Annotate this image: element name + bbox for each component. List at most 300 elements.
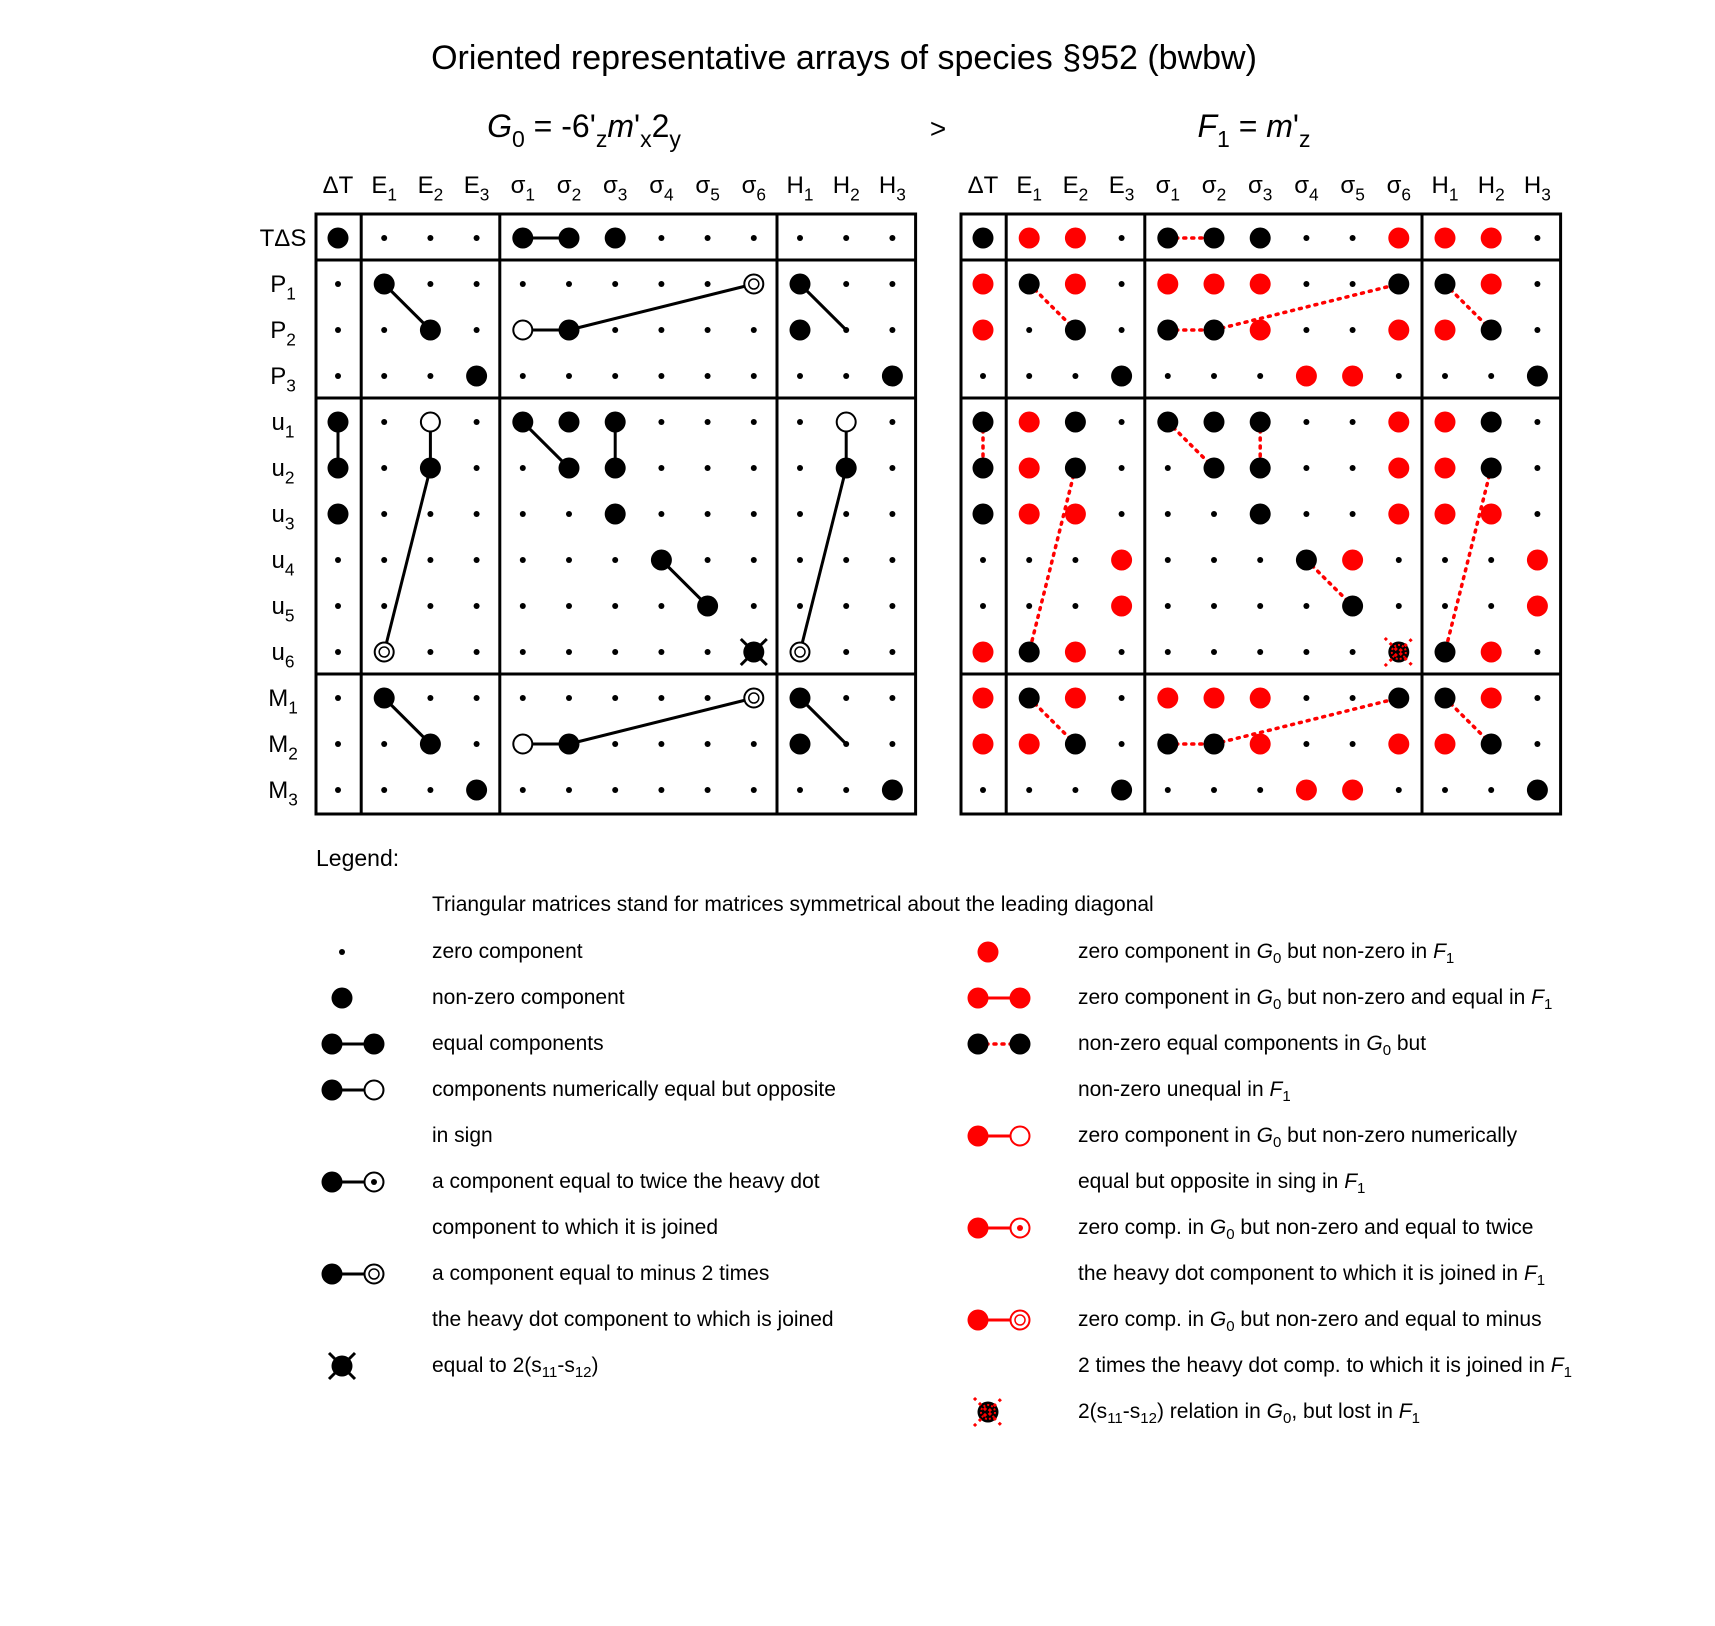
nonzero-component-dot: [374, 688, 395, 709]
zero-component-dot: [705, 327, 711, 333]
zero-component-dot: [1534, 649, 1540, 655]
legend-text-run: ): [591, 1354, 599, 1377]
new-nonzero-component-dot: [1065, 274, 1086, 295]
legend-text-run: 1: [1411, 1410, 1420, 1427]
legend-text-run: 0: [1382, 1042, 1392, 1059]
zero-component-dot: [520, 373, 526, 379]
zero-component-dot: [1211, 649, 1217, 655]
zero-component-dot: [1303, 695, 1309, 701]
zero-component-dot: [335, 281, 341, 287]
new-nonzero-component-dot: [1250, 734, 1271, 755]
row-label: $u_2$: [271, 455, 295, 488]
nonzero-component-dot: [1435, 688, 1456, 709]
zero-component-dot: [1488, 557, 1494, 563]
broken-equality-link: [1214, 284, 1399, 330]
legend-text-run: -s: [1122, 1400, 1141, 1423]
nonzero-component-dot: [1065, 458, 1086, 479]
zero-component-dot: [1165, 603, 1171, 609]
legend-text-run: G: [1266, 1400, 1284, 1423]
zero-component-dot: [843, 511, 849, 517]
zero-component-dot: [612, 327, 618, 333]
zero-component-dot: [612, 557, 618, 563]
nonzero-component-dot: [973, 412, 994, 433]
row-label: $M_1$: [268, 685, 298, 718]
nonzero-component-dot: [328, 412, 349, 433]
minus-two-times-dot-inner: [749, 693, 759, 703]
legend-heavy-dot: [322, 1172, 343, 1193]
new-nonzero-component-dot: [1435, 734, 1456, 755]
zero-component-dot: [1257, 557, 1263, 563]
legend-item-text: [1078, 1078, 1291, 1105]
zero-component-dot: [427, 787, 433, 793]
zero-component-dot: [1396, 373, 1402, 379]
legend-item-text: [1078, 1354, 1572, 1381]
legend-open-dot: [1011, 1127, 1030, 1146]
zero-component-dot: [474, 741, 480, 747]
new-nonzero-component-dot: [1019, 412, 1040, 433]
zero-component-dot: [1165, 511, 1171, 517]
zero-component-dot: [658, 649, 664, 655]
legend-text-run: G: [1256, 1124, 1273, 1147]
nonzero-component-dot: [559, 412, 580, 433]
zero-component-dot: [612, 373, 618, 379]
column-header: $\sigma_6$: [741, 172, 767, 205]
zero-component-dot: [658, 741, 664, 747]
zero-component-dot: [1119, 649, 1125, 655]
zero-component-dot: [520, 603, 526, 609]
new-nonzero-component-dot: [1019, 504, 1040, 525]
equality-link: [569, 284, 754, 330]
zero-component-dot: [843, 649, 849, 655]
zero-component-dot: [566, 787, 572, 793]
column-header: $\sigma_5$: [1340, 172, 1365, 205]
legend-item-text: [432, 1078, 836, 1102]
legend-text-run: G: [1209, 1216, 1227, 1239]
new-nonzero-component-dot: [973, 734, 994, 755]
legend-heavy-dot: [322, 1080, 343, 1101]
zero-component-dot: [1396, 787, 1402, 793]
zero-component-dot: [1442, 787, 1448, 793]
zero-component-dot: [381, 327, 387, 333]
legend-text-run: in sign: [432, 1124, 493, 1147]
nonzero-component-dot: [1388, 274, 1409, 295]
legend-text-run: 1: [1445, 950, 1455, 967]
zero-component-dot: [751, 511, 757, 517]
legend-text-run: 0: [1226, 1226, 1235, 1243]
legend-item-text: [432, 1124, 493, 1148]
legend-text-run: non-zero unequal in: [1078, 1078, 1270, 1101]
zero-component-dot: [1303, 649, 1309, 655]
new-nonzero-component-dot: [973, 642, 994, 663]
legend-inner-ring: [1015, 1315, 1025, 1325]
legend-heavy-dot: [1010, 1034, 1031, 1055]
zero-component-dot: [1119, 235, 1125, 241]
zero-component-dot: [335, 695, 341, 701]
zero-component-dot: [427, 695, 433, 701]
legend-text-run: zero component in: [1078, 940, 1257, 963]
zero-component-dot: [889, 327, 895, 333]
zero-component-dot: [751, 465, 757, 471]
nonzero-component-dot: [1204, 320, 1225, 341]
new-nonzero-component-dot: [1435, 458, 1456, 479]
legend-item-text: [1078, 1124, 1518, 1151]
column-header: $\sigma_6$: [1386, 172, 1412, 205]
legend-text-run: equal components: [432, 1032, 604, 1055]
zero-component-dot: [335, 327, 341, 333]
zero-component-dot: [1257, 649, 1263, 655]
legend-text-run: G: [1256, 986, 1273, 1009]
legend-text-run: 0: [1272, 950, 1282, 967]
new-nonzero-component-dot: [1157, 688, 1178, 709]
zero-component-dot: [612, 603, 618, 609]
legend-text-run: 2 times the heavy dot comp. to which it is joined in: [1078, 1354, 1551, 1377]
nonzero-component-dot: [790, 320, 811, 341]
zero-component-dot: [1026, 373, 1032, 379]
legend-heavy-dot: [968, 1218, 989, 1239]
legend-text-run: 0: [1272, 1134, 1282, 1151]
right-array-formula: [1197, 108, 1310, 152]
zero-component-dot: [751, 419, 757, 425]
nonzero-component-dot: [1481, 458, 1502, 479]
zero-component-dot: [1534, 741, 1540, 747]
zero-component-dot: [797, 373, 803, 379]
zero-component-dot: [1211, 787, 1217, 793]
zero-component-dot: [889, 511, 895, 517]
row-label: $u_4$: [271, 547, 295, 580]
zero-component-dot: [1257, 373, 1263, 379]
legend-text-run: F: [1550, 1354, 1564, 1377]
nonzero-component-dot: [1111, 780, 1132, 801]
zero-component-dot: [1534, 235, 1540, 241]
zero-component-dot: [705, 787, 711, 793]
zero-component-dot: [797, 603, 803, 609]
zero-component-dot: [980, 603, 986, 609]
zero-component-dot: [474, 235, 480, 241]
legend-text-run: but non-zero in: [1281, 940, 1434, 963]
column-header: $H_3$: [1523, 172, 1551, 205]
column-header: $\sigma_2$: [1201, 172, 1227, 205]
nonzero-component-dot: [1157, 320, 1178, 341]
legend-text-run: 0: [1272, 996, 1282, 1013]
zero-component-dot: [705, 373, 711, 379]
new-nonzero-component-dot: [1065, 642, 1086, 663]
zero-component-dot: [1257, 603, 1263, 609]
nonzero-component-dot: [697, 596, 718, 617]
new-nonzero-component-dot: [1388, 320, 1409, 341]
zero-component-dot: [474, 419, 480, 425]
zero-component-dot: [658, 603, 664, 609]
legend-text-run: zero comp. in: [1078, 1308, 1210, 1331]
zero-component-dot: [1211, 373, 1217, 379]
zero-component-dot: [751, 603, 757, 609]
nonzero-component-dot: [559, 320, 580, 341]
zero-component-dot: [1119, 695, 1125, 701]
column-header: $E_2$: [1062, 172, 1089, 205]
zero-component-dot: [566, 649, 572, 655]
zero-component-dot: [1350, 281, 1356, 287]
zero-component-dot: [1534, 327, 1540, 333]
nonzero-component-dot: [1481, 734, 1502, 755]
new-nonzero-component-dot: [1342, 550, 1363, 571]
column-header: $H_1$: [1431, 172, 1459, 205]
legend-item-text: [1078, 1216, 1534, 1243]
nonzero-component-dot: [1204, 228, 1225, 249]
legend-item-text: [1078, 940, 1455, 967]
nonzero-component-dot: [559, 458, 580, 479]
zero-component-dot: [1303, 465, 1309, 471]
legend-text-run: zero component in: [1078, 1124, 1257, 1147]
nonzero-component-dot: [1527, 780, 1548, 801]
zero-component-dot: [474, 465, 480, 471]
zero-component-dot: [843, 557, 849, 563]
nonzero-component-dot: [374, 274, 395, 295]
zero-component-dot: [381, 741, 387, 747]
zero-component-dot: [427, 373, 433, 379]
zero-component-dot: [1211, 511, 1217, 517]
zero-component-dot: [520, 557, 526, 563]
column-header: $H_2$: [832, 172, 860, 205]
zero-component-dot: [612, 741, 618, 747]
row-label: $u_5$: [271, 593, 295, 626]
legend-red-dot: [978, 942, 999, 963]
new-nonzero-component-dot: [1204, 688, 1225, 709]
equality-link: [800, 468, 846, 652]
zero-component-dot: [1350, 235, 1356, 241]
zero-component-dot: [980, 557, 986, 563]
nonzero-component-dot: [882, 780, 903, 801]
zero-component-dot: [335, 741, 341, 747]
nonzero-component-dot: [1250, 412, 1271, 433]
legend-item-text: [1078, 1262, 1546, 1289]
column-header: $\sigma_1$: [510, 172, 536, 205]
zero-component-dot: [843, 741, 849, 747]
zero-component-dot: [1211, 603, 1217, 609]
zero-component-dot: [520, 465, 526, 471]
zero-component-dot: [889, 603, 895, 609]
column-header: $E_1$: [371, 172, 398, 205]
legend-open-dot: [365, 1081, 384, 1100]
legend-text-run: equal but opposite in sing in: [1078, 1170, 1345, 1193]
nonzero-component-dot: [1250, 228, 1271, 249]
page-title: Oriented representative arrays of species §952 (bwbw): [431, 39, 1257, 77]
zero-component-dot: [658, 695, 664, 701]
row-label: $u_3$: [271, 501, 295, 534]
zero-component-dot: [612, 649, 618, 655]
nonzero-component-dot: [1019, 642, 1040, 663]
zero-component-dot: [1396, 557, 1402, 563]
zero-component-dot: [1442, 557, 1448, 563]
column-header: $E_1$: [1016, 172, 1043, 205]
zero-component-dot: [1165, 787, 1171, 793]
column-header: ΔT: [322, 172, 354, 199]
zero-component-dot: [1303, 419, 1309, 425]
opposite-sign-dot: [421, 413, 440, 432]
legend-item-text: [432, 1262, 769, 1286]
legend-item-text: [1078, 1032, 1427, 1059]
zero-component-dot: [381, 235, 387, 241]
zero-component-dot: [705, 649, 711, 655]
zero-component-dot: [843, 235, 849, 241]
new-nonzero-component-dot: [1435, 504, 1456, 525]
zero-component-dot: [658, 327, 664, 333]
new-nonzero-component-dot: [1296, 780, 1317, 801]
nonzero-component-dot: [1296, 550, 1317, 571]
zero-component-dot: [980, 787, 986, 793]
zero-component-dot: [705, 511, 711, 517]
minus-two-times-dot-inner: [379, 647, 389, 657]
legend-heavy-dot: [968, 1126, 989, 1147]
legend-center-dot: [371, 1179, 377, 1185]
nonzero-component-dot: [512, 412, 533, 433]
zero-component-dot: [566, 603, 572, 609]
nonzero-component-dot: [790, 274, 811, 295]
zero-component-dot: [566, 695, 572, 701]
legend-small-dot: [339, 949, 345, 955]
column-header: $E_2$: [417, 172, 444, 205]
legend-item-text: [1078, 1170, 1366, 1197]
legend-text-run: the heavy dot component to which it is joined in: [1078, 1262, 1524, 1285]
zero-component-dot: [1350, 741, 1356, 747]
column-header: $\sigma_3$: [602, 172, 628, 205]
legend-text-run: ) relation in: [1156, 1400, 1267, 1423]
legend-item-text: [432, 1170, 820, 1194]
zero-component-dot: [843, 327, 849, 333]
zero-component-dot: [335, 649, 341, 655]
zero-component-dot: [427, 281, 433, 287]
column-header: $E_3$: [1108, 172, 1135, 205]
legend-text-run: G: [1209, 1308, 1227, 1331]
nonzero-component-dot: [420, 458, 441, 479]
legend-text-run: F: [1269, 1078, 1283, 1101]
nonzero-component-dot: [1527, 366, 1548, 387]
zero-component-dot: [474, 281, 480, 287]
right-array-F1: [961, 172, 1561, 814]
zero-component-dot: [1534, 281, 1540, 287]
zero-component-dot: [474, 695, 480, 701]
zero-component-dot: [1303, 603, 1309, 609]
minus-two-times-dot-inner: [749, 279, 759, 289]
legend-text-run: zero component in: [1078, 986, 1257, 1009]
legend-text-run: 1: [1282, 1088, 1291, 1105]
opposite-sign-dot: [513, 735, 532, 754]
zero-component-dot: [1072, 603, 1078, 609]
column-header: $H_3$: [878, 172, 906, 205]
equality-link: [384, 468, 430, 652]
relation-symbol: >: [929, 113, 947, 144]
zero-component-dot: [1350, 419, 1356, 425]
nonzero-component-dot: [882, 366, 903, 387]
nonzero-component-dot: [466, 366, 487, 387]
nonzero-component-dot: [1204, 734, 1225, 755]
legend-text-run: but non-zero and equal in: [1281, 986, 1532, 1009]
legend-heavy-dot: [364, 1034, 385, 1055]
left-array-formula: [487, 108, 681, 152]
nonzero-component-dot: [605, 412, 626, 433]
legend-heading: Legend:: [316, 845, 400, 871]
column-header: $\sigma_3$: [1247, 172, 1273, 205]
new-nonzero-component-dot: [1157, 274, 1178, 295]
zero-component-dot: [381, 557, 387, 563]
row-label: $P_1$: [270, 271, 296, 304]
zero-component-dot: [797, 235, 803, 241]
nonzero-component-dot: [973, 228, 994, 249]
column-header: $\sigma_5$: [695, 172, 720, 205]
nonzero-component-dot: [1388, 688, 1409, 709]
legend-text-run: but non-zero and equal to twice: [1234, 1216, 1534, 1239]
nonzero-component-dot: [1157, 734, 1178, 755]
zero-component-dot: [980, 373, 986, 379]
zero-component-dot: [751, 235, 757, 241]
zero-component-dot: [1165, 373, 1171, 379]
legend-item-text: [432, 1032, 604, 1056]
legend-text-run: equal to 2(s: [432, 1354, 542, 1377]
legend-item-text: [432, 986, 625, 1010]
legend-heavy-dot: [322, 1034, 343, 1055]
nonzero-component-dot: [1481, 320, 1502, 341]
legend-inner-ring: [369, 1269, 379, 1279]
legend-text-run: 1: [1357, 1180, 1366, 1197]
legend-item-text: [432, 1216, 718, 1240]
legend-text-run: but: [1391, 1032, 1427, 1055]
legend-text-run: 0: [1226, 1318, 1235, 1335]
legend-item-text: [432, 940, 583, 964]
legend-text-run: 1: [1543, 996, 1553, 1013]
zero-component-dot: [705, 465, 711, 471]
zero-component-dot: [1534, 695, 1540, 701]
zero-component-dot: [797, 557, 803, 563]
nonzero-component-dot: [420, 734, 441, 755]
legend-item-text: [1078, 1308, 1542, 1335]
zero-component-dot: [705, 557, 711, 563]
zero-component-dot: [705, 419, 711, 425]
column-header: $\sigma_4$: [1294, 172, 1319, 205]
new-nonzero-component-dot: [973, 688, 994, 709]
column-header: $H_1$: [786, 172, 814, 205]
legend-heavy-dot: [322, 1264, 343, 1285]
zero-component-dot: [658, 281, 664, 287]
nonzero-component-dot: [973, 458, 994, 479]
legend-text-run: 11: [1107, 1410, 1123, 1427]
nonzero-component-dot: [1157, 228, 1178, 249]
zero-component-dot: [658, 373, 664, 379]
zero-component-dot: [889, 557, 895, 563]
broken-equality-link: [1029, 468, 1075, 652]
nonzero-component-dot: [973, 504, 994, 525]
legend-center-dot: [1017, 1225, 1023, 1231]
legend-text-run: F: [1531, 986, 1544, 1009]
nonzero-component-dot: [559, 228, 580, 249]
zero-component-dot: [427, 235, 433, 241]
zero-component-dot: [751, 327, 757, 333]
zero-component-dot: [381, 465, 387, 471]
broken-equality-link: [1445, 468, 1491, 652]
new-nonzero-component-dot: [1204, 274, 1225, 295]
nonzero-component-dot: [1250, 458, 1271, 479]
zero-component-dot: [658, 511, 664, 517]
zero-component-dot: [889, 235, 895, 241]
legend-item-text: [432, 1354, 599, 1381]
legend-heavy-dot: [1010, 988, 1031, 1009]
zero-component-dot: [1211, 557, 1217, 563]
opposite-sign-dot: [513, 321, 532, 340]
nonzero-component-dot: [328, 504, 349, 525]
legend-item-text: [1078, 986, 1553, 1013]
legend-text-run: F: [1344, 1170, 1358, 1193]
zero-component-dot: [889, 741, 895, 747]
zero-component-dot: [612, 281, 618, 287]
zero-component-dot: [1119, 281, 1125, 287]
zero-component-dot: [1303, 511, 1309, 517]
